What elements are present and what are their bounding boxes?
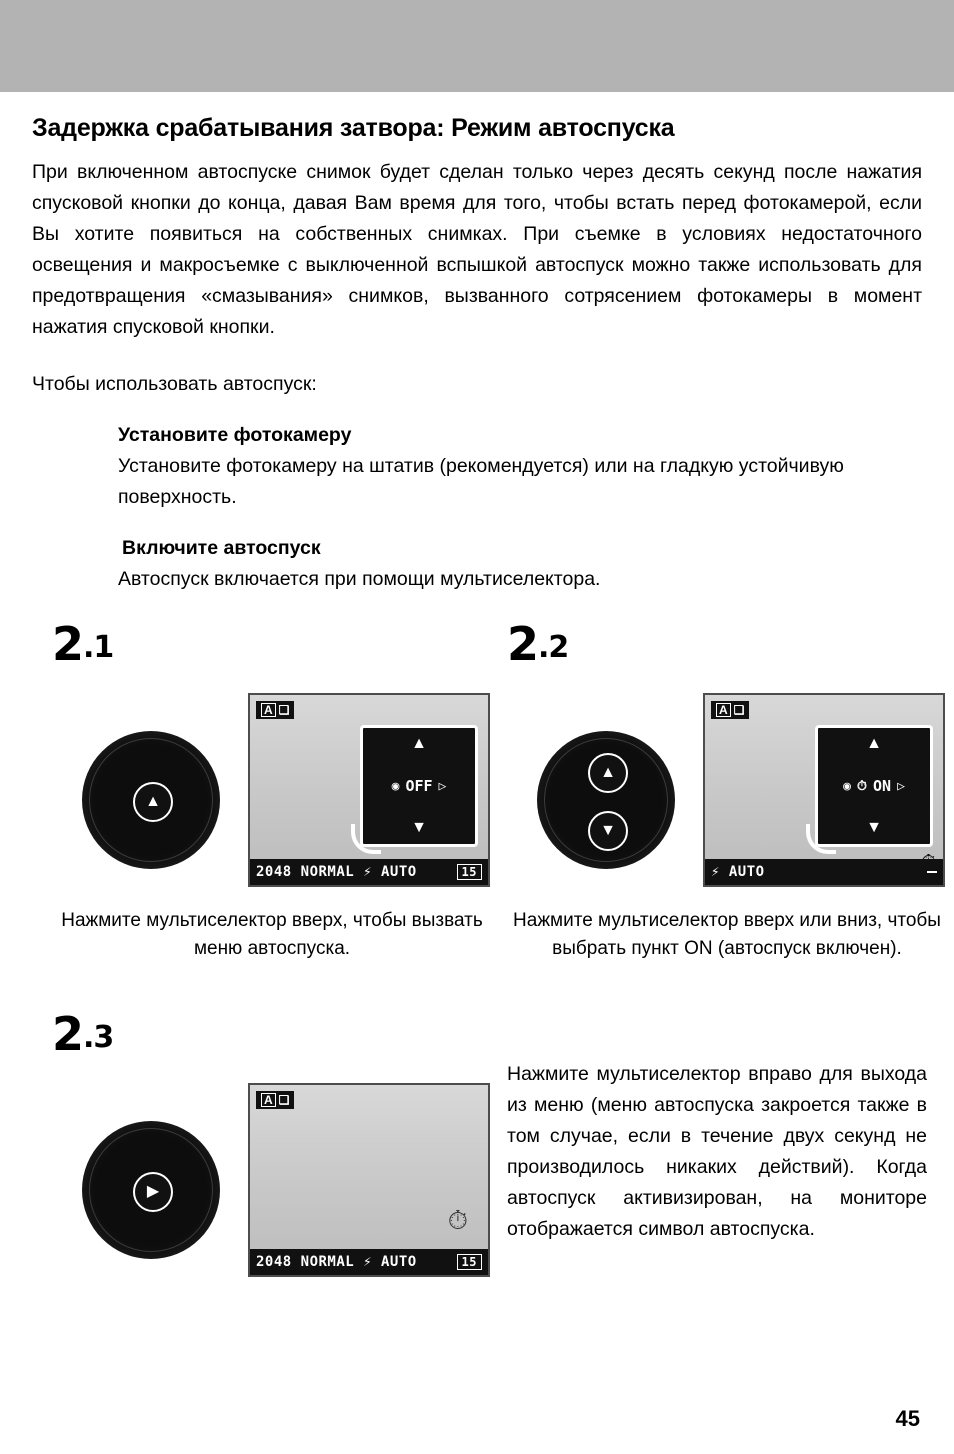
- multi-selector-dial: [82, 731, 220, 869]
- figure-2-1-step-suffix: .1: [83, 630, 114, 665]
- top-gray-band: [0, 0, 954, 92]
- figure-2-1-caption: Нажмите мультиселектор вверх, чтобы вызвать меню автоспуска.: [61, 910, 483, 959]
- mode-badge-2-1: [256, 701, 294, 719]
- dial-up-button-icon: ▲: [133, 782, 173, 822]
- self-timer-indicator-icon: ⏱: [447, 1205, 468, 1235]
- figure-2-1: [52, 617, 492, 963]
- lcd-statusbar-2-3: [250, 1249, 488, 1275]
- figure-2-1-illustration: [52, 671, 492, 901]
- camera-lcd-2-3: [248, 1083, 490, 1277]
- figure-2-3-caption: Нажмите мультиселектор вправо для выхода из меню (меню автоспуска закроется также в том случае, если в течение двух секунд не производилось никаких действий). Когда автоспуск активизирован, на мониторе отображается символ автоспуска.: [507, 1063, 927, 1240]
- figure-2-3-step-label: 2: [52, 1007, 84, 1061]
- figure-2-3-step-suffix: .3: [83, 1020, 114, 1055]
- camera-icon: ❏: [278, 1093, 290, 1107]
- figure-2-2: [507, 617, 947, 963]
- statusbar-shots-remaining-2-1: 15: [457, 864, 482, 880]
- figure-row-1: [32, 617, 941, 1001]
- self-timer-icon: ⏱: [856, 778, 868, 794]
- figure-row-2: [32, 1007, 927, 1341]
- figure-2-1-step-number: [52, 617, 492, 671]
- self-timer-menu-popup-on: [815, 725, 933, 847]
- figure-2-2-step-suffix: .2: [538, 630, 569, 665]
- auto-mode-icon: A: [716, 703, 731, 717]
- page-title: Задержка срабатывания затвора: Режим автоспуска: [32, 114, 675, 142]
- step-enable-timer-heading: Включите автоспуск: [122, 537, 321, 559]
- menu-down-arrow-icon: ▼: [411, 819, 427, 836]
- step-install-camera-heading: Установите фотокамеру: [118, 424, 352, 446]
- lead-paragraph: Чтобы использовать автоспуск:: [32, 373, 317, 395]
- lcd-statusbar-2-1: [250, 859, 488, 885]
- menu-value-row: [363, 777, 475, 795]
- dial-down-button-icon: ▼: [588, 811, 628, 851]
- figure-2-3-step-number: [52, 1007, 512, 1061]
- figure-2-2-illustration: [507, 671, 947, 901]
- page-number: 45: [895, 1406, 920, 1431]
- menu-up-arrow-icon: ▲: [411, 735, 427, 752]
- menu-up-arrow-icon: ▲: [866, 735, 882, 752]
- page-content: [32, 114, 941, 1341]
- figure-2-2-step-number: [507, 617, 947, 671]
- intro-paragraph: При включенном автоспуске снимок будет сделан только через десять секунд после нажатия спусковой кнопки до конца, давая Вам время для того, чтобы встать перед фотокамерой, если Вы хотите появиться на собственных снимках. При съемке в условиях недостаточного освещения и макросъемке с выключенной вспышкой автоспуск можно также использовать для предотвращения «смазывания» снимков, вызванного сотрясением фотокамеры в момент нажатия спусковой кнопки.: [32, 161, 922, 338]
- menu-right-arrow-icon: ▷: [897, 778, 905, 794]
- dial-up-button-icon: ▲: [588, 753, 628, 793]
- camera-icon: ❏: [278, 703, 290, 717]
- multi-selector-dial-right: [82, 1121, 220, 1259]
- step-enable-timer: [118, 537, 918, 595]
- lcd-statusbar-2-2: [705, 859, 943, 885]
- figure-2-3: [52, 1007, 512, 1291]
- auto-mode-icon: A: [261, 1093, 276, 1107]
- figure-2-2-caption: Нажмите мультиселектор вверх или вниз, чтобы выбрать пункт ON (автоспуск включен).: [513, 910, 941, 959]
- mode-badge-2-2: [711, 701, 749, 719]
- statusbar-shots-remaining-2-3: 15: [457, 1254, 482, 1270]
- figure-2-2-step-label: 2: [507, 617, 539, 671]
- step-install-camera: [118, 424, 918, 513]
- menu-value-row: [818, 777, 930, 795]
- document-page: [0, 92, 954, 1341]
- lcd-background: [250, 1085, 488, 1275]
- figure-2-1-step-label: 2: [52, 617, 84, 671]
- camera-lcd-2-1: [248, 693, 490, 887]
- menu-right-arrow-icon: ▷: [438, 778, 447, 794]
- self-timer-menu-popup-off: [360, 725, 478, 847]
- step-install-camera-text: Установите фотокамеру на штатив (рекомендуется) или на гладкую устойчивую поверхность.: [118, 455, 844, 508]
- statusbar-left-2-3: 2048 NORMAL ⚡ AUTO: [256, 1254, 417, 1270]
- figure-2-3-illustration: [52, 1061, 512, 1291]
- menu-bullet-icon: ◉: [843, 778, 851, 794]
- step-enable-timer-text: Автоспуск включается при помощи мультиселектора.: [118, 568, 601, 590]
- mode-badge-2-3: [256, 1091, 294, 1109]
- statusbar-left-2-2: ⚡ AUTO: [711, 864, 765, 880]
- menu-down-arrow-icon: ▼: [866, 819, 882, 836]
- camera-icon: ❏: [733, 703, 745, 717]
- statusbar-left-2-1: 2048 NORMAL ⚡ AUTO: [256, 864, 417, 880]
- auto-mode-icon: A: [261, 703, 276, 717]
- menu-bullet-icon: ◉: [391, 778, 400, 794]
- statusbar-shots-remaining-2-2: [927, 871, 937, 873]
- menu-value-off: OFF: [405, 777, 433, 795]
- camera-lcd-2-2: [703, 693, 945, 887]
- menu-value-on: ON: [873, 777, 892, 795]
- multi-selector-dial-updown: [537, 731, 675, 869]
- dial-right-button-icon: ▶: [133, 1172, 173, 1212]
